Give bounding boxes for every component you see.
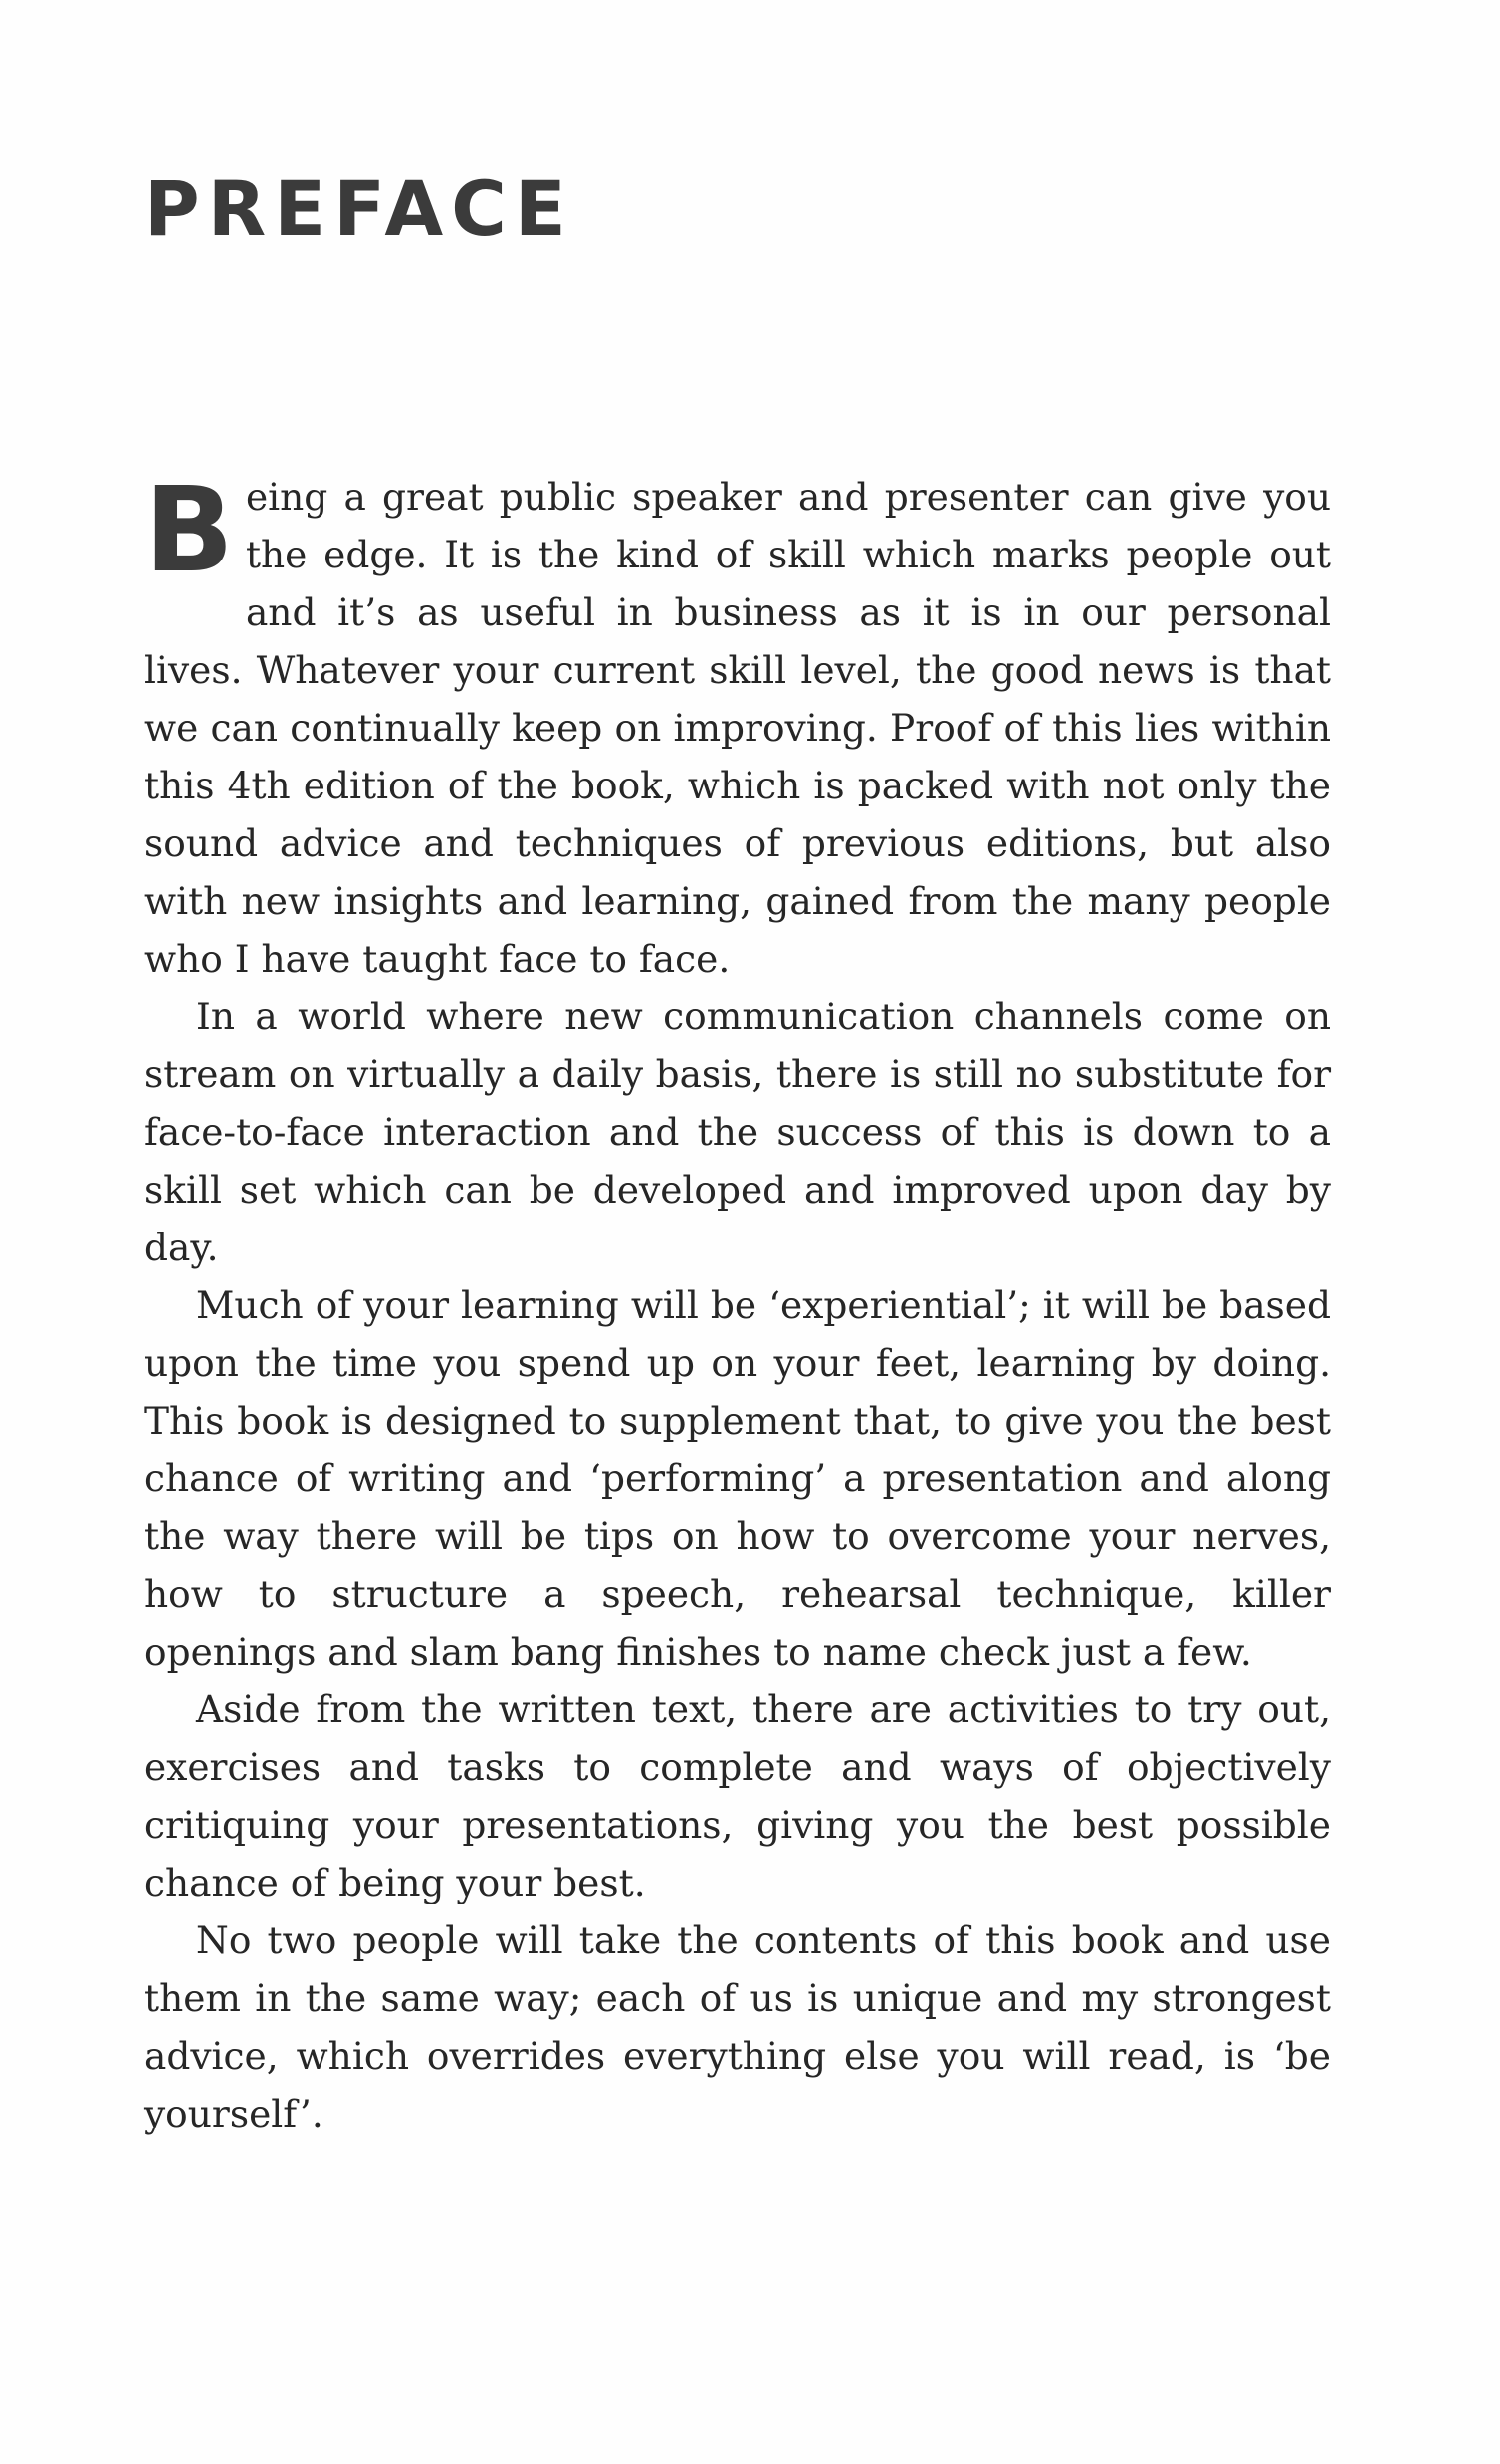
drop-cap: B [144, 461, 234, 598]
preface-body [144, 461, 1331, 2142]
paragraph-2: In a world where new communication channels come on stream on virtually a daily basis, there is still no substitute for face-to-face interaction and the success of this is down to a skill set which can be developed and improved upon day by day. [144, 995, 1331, 1269]
paragraph-4: Aside from the written text, there are activities to try out, exercises and tasks to complete and ways of objectively critiquing your presentations, giving you the best possible chance of being your best. [144, 1687, 1331, 1904]
paragraph-1 [144, 461, 1331, 988]
paragraph-3: Much of your learning will be ‘experiential’; it will be based upon the time you spend up on your feet, learning by doing. This book is designed to supplement that, to give you the best chance of writing and ‘performing’ a presentation and along the way there will be tips on how to overcome your nerves, how to structure a speech, rehearsal technique, killer openings and slam bang finishes to name check just a few. [144, 1283, 1331, 1674]
paragraph-5: No two people will take the contents of this book and use them in the same way; each of us is unique and my strongest advice, which overrides everything else you will read, is ‘be yourself’. [144, 1918, 1331, 2135]
page-title: PREFACE [144, 164, 574, 253]
paragraph-1-text: eing a great public speaker and presenter can give you the edge. It is the kind of skill which marks people out and it’s as useful in business as it is in our personal lives. Whatever your current skill level, the good news is that we can continually keep on improving. Proof of this lies within this 4th edition of the book, which is packed with not only the sound advice and techniques of previous editions, but also with new insights and learning, gained from the many people who I have taught face to face. [144, 475, 1331, 981]
